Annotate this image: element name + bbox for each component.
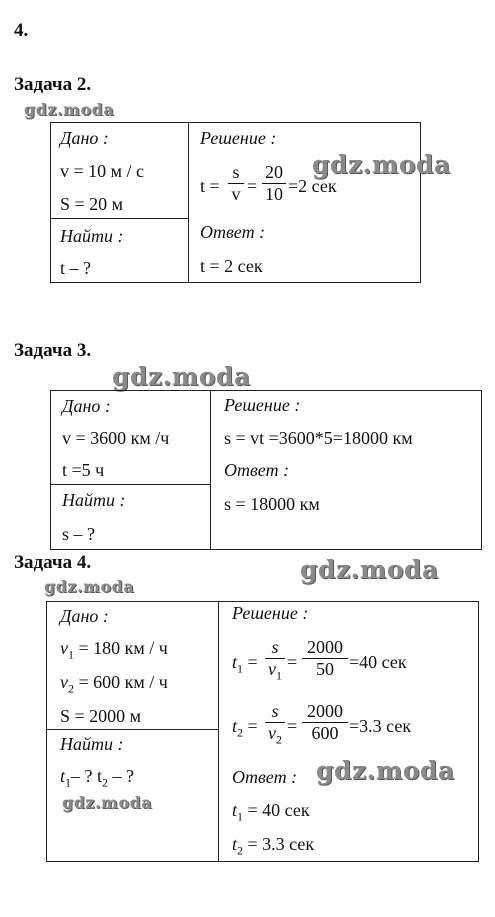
task4-formula1-fraction-values	[302, 637, 348, 680]
subscript: 1	[237, 809, 244, 824]
fraction-numerator: 2000	[307, 637, 343, 657]
fraction-denominator: v	[228, 183, 244, 205]
equals: =	[243, 652, 258, 672]
task2-formula-result: =2 сек	[288, 176, 337, 196]
task3-given-label: Дано :	[62, 396, 111, 416]
fraction-denominator: 10	[262, 183, 286, 205]
task3-given-divider	[50, 484, 211, 485]
task4-answer-label: Ответ :	[232, 767, 298, 787]
task3-find-label: Найти :	[62, 490, 126, 510]
symbol-v: v	[60, 672, 68, 692]
fraction-denominator: 50	[302, 658, 348, 680]
watermark: gdz.moda	[112, 362, 251, 391]
subscript: 1	[65, 775, 72, 790]
fraction-denominator	[265, 722, 285, 748]
fraction-denominator	[265, 658, 285, 684]
task4-formula2-lhs	[232, 716, 258, 741]
fraction-numerator: s	[271, 637, 279, 657]
task2-divider	[188, 122, 189, 283]
task2-find-label: Найти :	[60, 226, 124, 246]
symbol-t: t	[232, 716, 238, 736]
task2-solution-label: Решение :	[200, 128, 277, 148]
task2-given-s: S = 20 м	[60, 194, 124, 214]
fraction-numerator: s	[271, 701, 279, 721]
subscript: 2	[237, 725, 244, 740]
find-end: – ?	[108, 766, 135, 786]
task2-formula-lhs: t =	[200, 176, 220, 196]
task4-formula1-fraction-sv	[265, 637, 285, 684]
task4-formula2-result: =3.3 сек	[349, 716, 412, 736]
task3-solution-label: Решение :	[224, 395, 301, 415]
symbol-v: v	[268, 723, 276, 743]
value: = 180 км / ч	[74, 638, 168, 658]
task2-find: t – ?	[60, 258, 91, 278]
task4-formula2-eq: =	[287, 716, 298, 736]
task3-answer-label: Ответ :	[224, 460, 290, 480]
watermark: gdz.moda	[62, 793, 153, 812]
subscript: 1	[237, 661, 244, 676]
fraction-denominator: 600	[302, 722, 348, 744]
task4-solution-label: Решение :	[232, 603, 309, 623]
task2-formula-eq: =	[247, 176, 258, 196]
task2-given-divider	[50, 218, 189, 219]
watermark: gdz.moda	[44, 577, 135, 596]
task3-title: Задача 3.	[14, 340, 92, 361]
task3-given-t: t =5 ч	[62, 460, 105, 480]
task4-find-label: Найти :	[60, 734, 124, 754]
task2-given-label: Дано :	[60, 128, 109, 148]
task4-title: Задача 4.	[14, 552, 92, 573]
watermark: gdz.moda	[312, 150, 451, 179]
task4-find	[60, 766, 134, 791]
fraction-numerator: 2000	[307, 701, 343, 721]
subscript: 2	[102, 775, 109, 790]
value: = 3.3 сек	[243, 834, 315, 854]
task3-find: s – ?	[62, 524, 95, 544]
equals: =	[243, 716, 258, 736]
task4-formula1-eq: =	[287, 652, 298, 672]
task2-title: Задача 2.	[14, 74, 92, 95]
subscript: 1	[276, 668, 282, 683]
task4-formula2-fraction-values	[302, 701, 348, 744]
task4-answer2	[232, 834, 314, 859]
task3-formula: s = vt =3600*5=18000 км	[224, 428, 413, 448]
task2-answer-label: Ответ :	[200, 222, 266, 242]
watermark: gdz.moda	[316, 756, 455, 785]
task4-given-v2	[60, 672, 168, 697]
task2-fraction-sv	[228, 162, 244, 205]
symbol-t: t	[232, 652, 238, 672]
task3-divider	[210, 390, 211, 550]
fraction-numerator: s	[232, 162, 240, 182]
task4-given-v1	[60, 638, 168, 663]
value: = 40 сек	[243, 800, 310, 820]
task3-given-v: v = 3600 км /ч	[62, 428, 170, 448]
task4-given-s: S = 2000 м	[60, 706, 142, 726]
task4-given-label: Дано :	[60, 606, 109, 626]
task4-formula2-fraction-sv	[265, 701, 285, 748]
task4-formula1-lhs	[232, 652, 258, 677]
symbol-v: v	[268, 659, 276, 679]
symbol-v: v	[60, 638, 68, 658]
subscript: 2	[237, 843, 244, 858]
watermark: gdz.moda	[24, 100, 115, 119]
task4-answer1	[232, 800, 310, 825]
subscript: 1	[68, 647, 74, 662]
task4-given-divider	[46, 729, 219, 730]
subscript: 2	[276, 732, 282, 747]
subscript: 2	[68, 681, 74, 696]
fraction-numerator: 20	[265, 162, 283, 182]
watermark: gdz.moda	[300, 555, 439, 584]
symbol-t: t	[60, 766, 66, 786]
task3-answer: s = 18000 км	[224, 494, 320, 514]
task4-divider	[218, 601, 219, 862]
symbol-t: t	[232, 834, 238, 854]
find-middle: – ? t	[71, 766, 103, 786]
symbol-t: t	[232, 800, 238, 820]
problem-number: 4.	[14, 20, 29, 41]
task2-answer: t = 2 сек	[200, 256, 263, 276]
value: = 600 км / ч	[74, 672, 168, 692]
task2-given-v: v = 10 м / с	[60, 161, 145, 181]
task2-fraction-values	[262, 162, 286, 205]
task4-formula1-result: =40 сек	[349, 652, 407, 672]
